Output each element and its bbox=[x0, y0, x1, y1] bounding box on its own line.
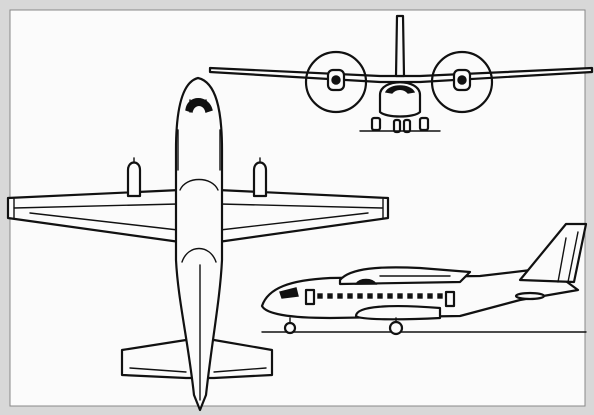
side-view-nose-wheel bbox=[285, 323, 295, 333]
front-view-fin bbox=[396, 16, 404, 76]
plan-view-engine-left bbox=[128, 163, 140, 197]
plan-view-engine-right bbox=[254, 163, 266, 197]
side-view-main-wheel bbox=[390, 322, 402, 334]
side-view-engine bbox=[356, 306, 440, 319]
